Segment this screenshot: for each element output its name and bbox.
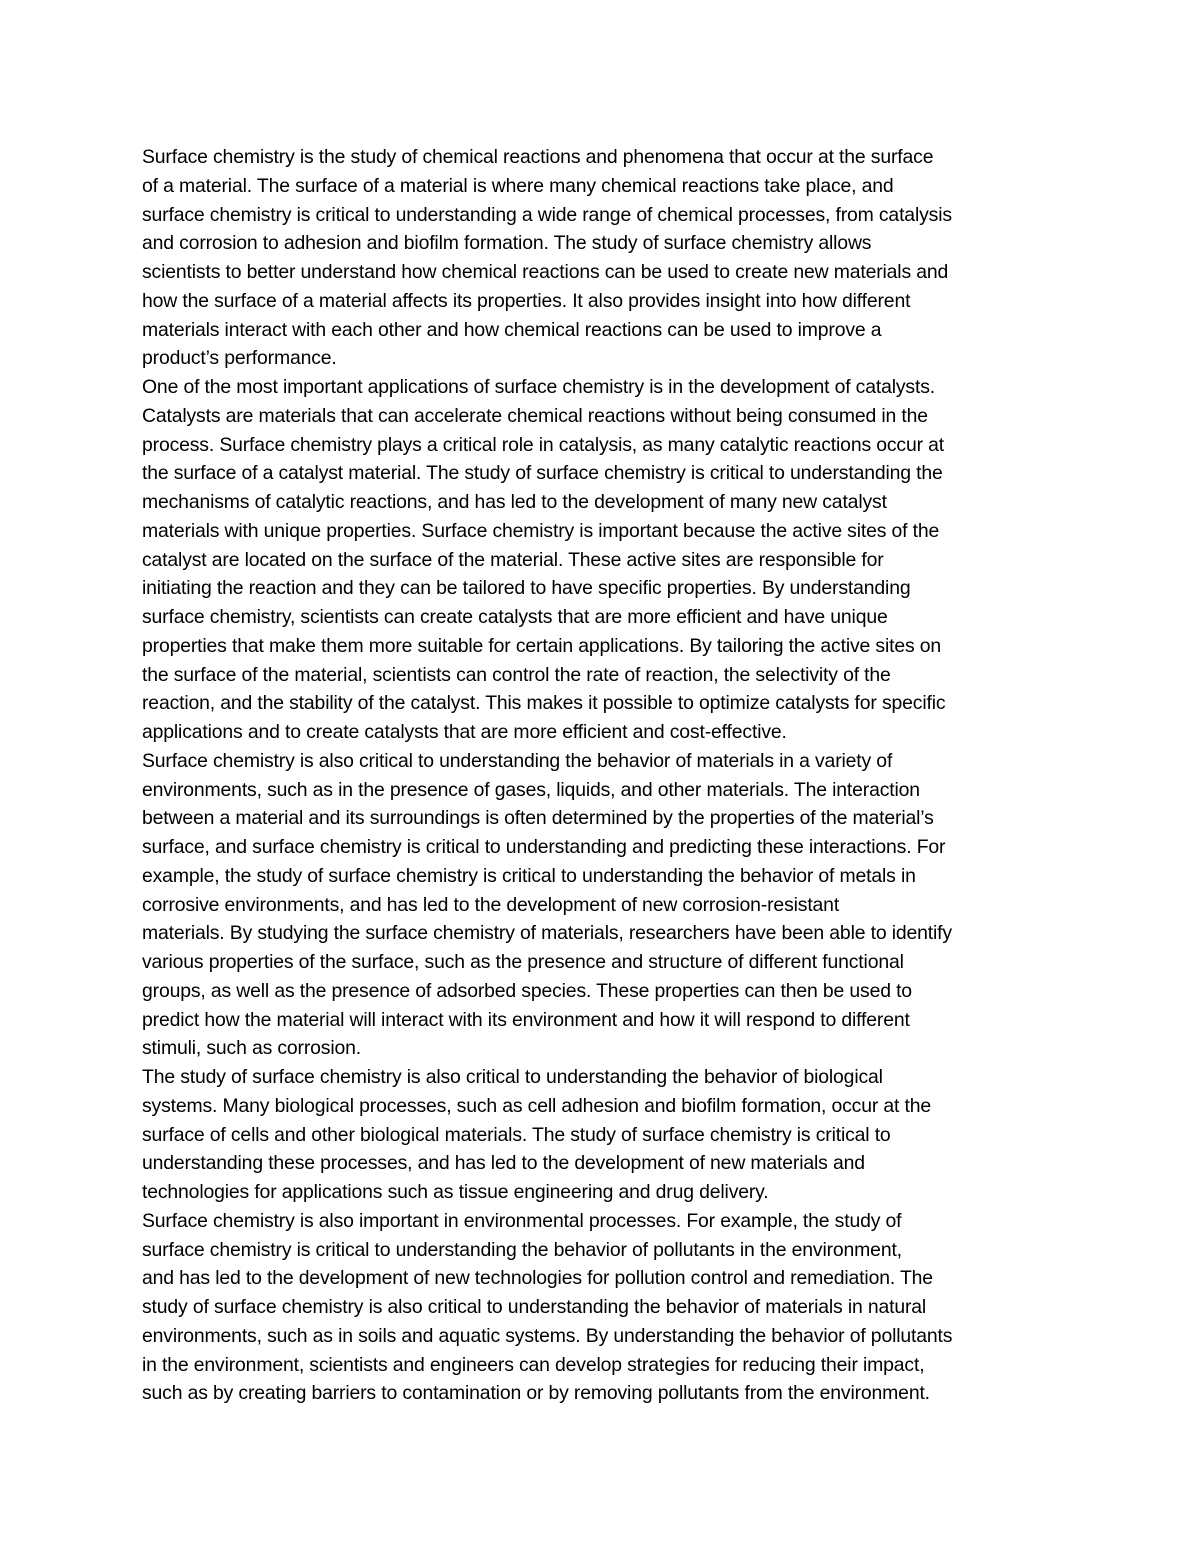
text-line: between a material and its surroundings is often determined by the properties of the material’s <box>142 807 934 830</box>
text-line: initiating the reaction and they can be tailored to have specific properties. By understanding <box>142 577 911 600</box>
text-line: the surface of a catalyst material. The study of surface chemistry is critical to understanding the <box>142 462 943 485</box>
text-line: scientists to better understand how chemical reactions can be used to create new materials and <box>142 261 949 283</box>
text-line: in the environment, scientists and engineers can develop strategies for reducing their impact, <box>142 1353 925 1376</box>
text-line: various properties of the surface, such as the presence and structure of different functional <box>142 951 904 973</box>
text-line: product’s performance. <box>142 347 337 370</box>
text-line: systems. Many biological processes, such as cell adhesion and biofilm formation, occur at the <box>142 1094 931 1117</box>
text-line: surface of cells and other biological materials. The study of surface chemistry is critical to <box>142 1123 891 1146</box>
text-line: mechanisms of catalytic reactions, and has led to the development of many new catalyst <box>142 491 887 513</box>
text-line: groups, as well as the presence of adsorbed species. These properties can then be used to <box>142 979 912 1002</box>
text-line: Catalysts are materials that can accelerate chemical reactions without being consumed in the <box>142 404 928 427</box>
text-line: One of the most important applications of surface chemistry is in the development of catalysts. <box>142 376 935 398</box>
text-line: of a material. The surface of a material is where many chemical reactions take place, and <box>142 174 894 197</box>
text-line: such as by creating barriers to contamination or by removing pollutants from the environment. <box>142 1382 930 1405</box>
text-line: Surface chemistry is the study of chemical reactions and phenomena that occur at the surface <box>142 146 934 168</box>
text-line: reaction, and the stability of the catalyst. This makes it possible to optimize catalysts for specific <box>142 692 946 715</box>
text-line: corrosive environments, and has led to the development of new corrosion-resistant <box>142 893 840 916</box>
text-line: The study of surface chemistry is also critical to understanding the behavior of biological <box>142 1066 883 1088</box>
text-line: properties that make them more suitable for certain applications. By tailoring the active sites on <box>142 634 942 657</box>
text-line: study of surface chemistry is also critical to understanding the behavior of materials in natural <box>142 1296 927 1318</box>
text-line: surface, and surface chemistry is critical to understanding and predicting these interactions. For <box>142 836 946 858</box>
text-line: surface chemistry is critical to understanding the behavior of pollutants in the environment, <box>142 1238 902 1261</box>
text-line: stimuli, such as corrosion. <box>142 1037 362 1060</box>
text-line: predict how the material will interact with its environment and how it will respond to different <box>142 1008 910 1031</box>
text-line: and has led to the development of new technologies for pollution control and remediation. The <box>142 1267 933 1290</box>
text-line: how the surface of a material affects its properties. It also provides insight into how different <box>142 289 911 312</box>
text-line: applications and to create catalysts that are more efficient and cost-effective. <box>142 721 787 743</box>
document-body <box>142 143 1082 1408</box>
text-line: environments, such as in soils and aquatic systems. By understanding the behavior of pollutants <box>142 1324 953 1347</box>
text-line: surface chemistry is critical to understanding a wide range of chemical processes, from catalysis <box>142 203 952 226</box>
text-line: materials interact with each other and how chemical reactions can be used to improve a <box>142 318 882 341</box>
text-line: the surface of the material, scientists can control the rate of reaction, the selectivity of the <box>142 663 891 686</box>
text-line: example, the study of surface chemistry is critical to understanding the behavior of metals in <box>142 864 916 887</box>
text-line: understanding these processes, and has led to the development of new materials and <box>142 1152 865 1175</box>
text-line: materials with unique properties. Surface chemistry is important because the active sites of the <box>142 519 940 542</box>
text-line: environments, such as in the presence of gases, liquids, and other materials. The interaction <box>142 778 920 801</box>
text-line: surface chemistry, scientists can create catalysts that are more efficient and have unique <box>142 606 888 628</box>
text-line: Surface chemistry is also critical to understanding the behavior of materials in a variety of <box>142 749 893 772</box>
text-line: Surface chemistry is also important in environmental processes. For example, the study of <box>142 1209 902 1232</box>
text-line: catalyst are located on the surface of the material. These active sites are responsible for <box>142 548 884 571</box>
text-line: technologies for applications such as tissue engineering and drug delivery. <box>142 1181 769 1203</box>
text-line: process. Surface chemistry plays a critical role in catalysis, as many catalytic reactions occur at <box>142 433 945 456</box>
text-line: materials. By studying the surface chemistry of materials, researchers have been able to identify <box>142 922 952 945</box>
text-line: and corrosion to adhesion and biofilm formation. The study of surface chemistry allows <box>142 232 872 255</box>
